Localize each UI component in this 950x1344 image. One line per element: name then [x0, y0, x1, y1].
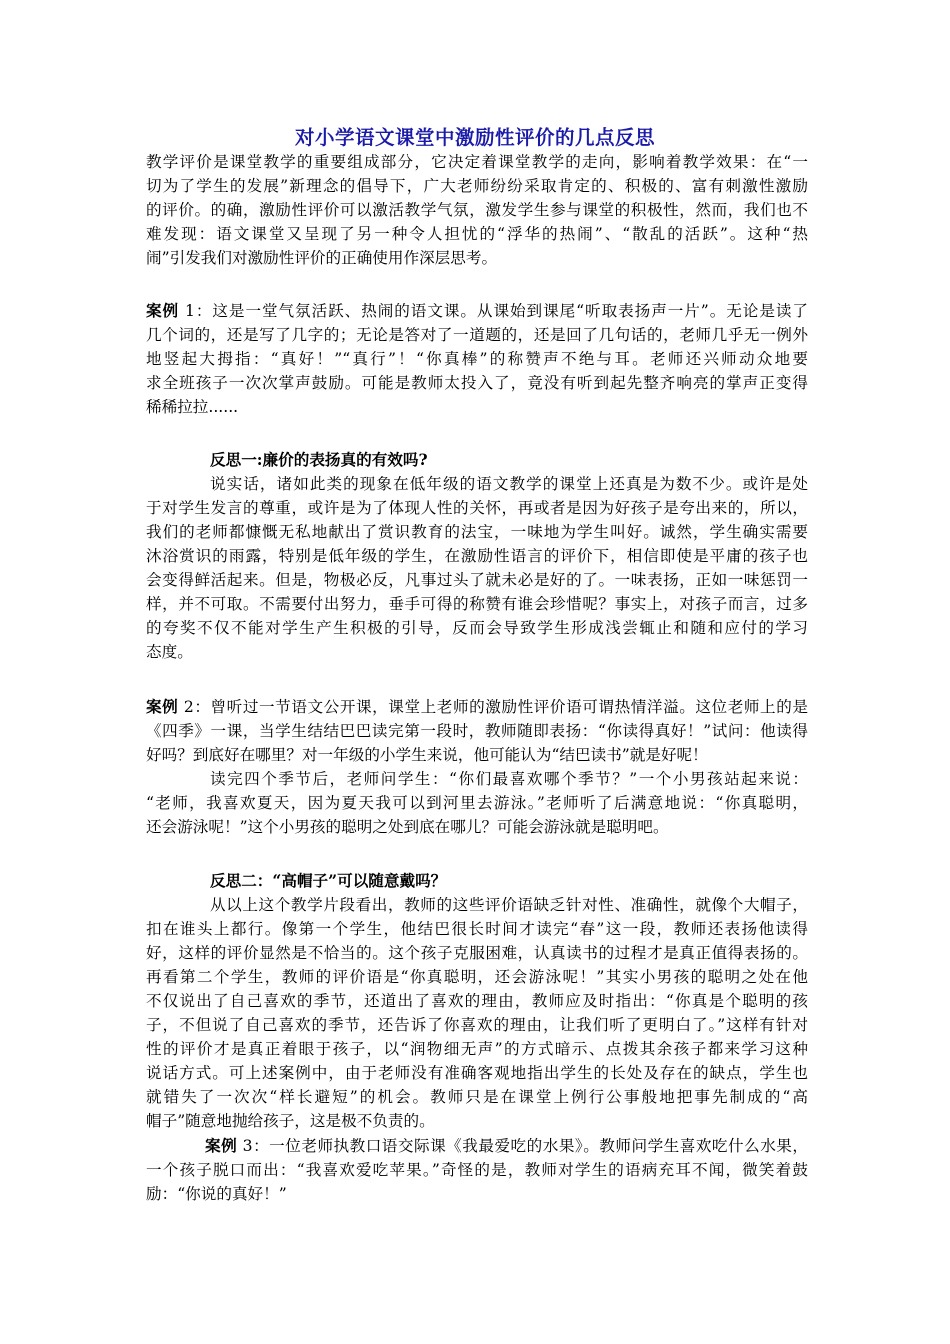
- case1-line: 几个词的，还是写了几字的；无论是答对了一道题的，还是回了几句话的，老师几乎无一例外: [146, 326, 808, 344]
- case3-number: 3: [242, 1137, 253, 1155]
- reflect2-line: 就错失了一次次“样长避短”的机会。教师只是在课堂上例行公事般地把事先制成的“高: [146, 1088, 808, 1106]
- case2-number: 2: [183, 698, 194, 716]
- reflect2-line: 再看第二个学生，教师的评价语是“你真聪明，还会游泳呢！”其实小男孩的聪明之处在他: [146, 968, 808, 986]
- case2-line: 案例 2：曾听过一节语文公开课，课堂上老师的激励性评价语可谓热情洋溢。这位老师上的是: [146, 697, 808, 716]
- case2-line: 好吗？到底好在哪里？对一年级的小学生来说，他可能认为“结巴读书”就是好呢！: [146, 746, 708, 764]
- intro-line: 难发现：语文课堂又呈现了另一种令人担忧的“浮华的热闹”、“散乱的活跃”。这种“热: [146, 225, 808, 243]
- reflect2-line: 帽子”随意地抛给孩子，这是极不负责的。: [146, 1112, 435, 1130]
- reflect2-line: 扣在谁头上都行。像第一个学生，他结巴很长时间才读完“春”这一段，教师还表扬他读得: [146, 920, 808, 938]
- case2-line: 还会游泳呢！”这个小男孩的聪明之处到底在哪儿？可能会游泳就是聪明吧。: [146, 818, 669, 836]
- case1-line: 稀稀拉拉......: [146, 398, 239, 416]
- document-title: 对小学语文课堂中激励性评价的几点反思: [294, 126, 655, 149]
- case1-label: 案例: [146, 301, 180, 320]
- case2-label: 案例: [146, 697, 179, 716]
- case1-number: 1: [184, 302, 195, 320]
- reflect2-line: 好，这样的评价显然是不恰当的。这个孩子克服困难，认真读书的过程才是真正值得表扬的。: [146, 944, 808, 962]
- reflect1-line: 我们的老师都慷慨无私地献出了赏识教育的法宝，一味地为学生叫好。诚然，学生确实需要: [146, 523, 808, 541]
- reflect2-heading: 反思二：“高帽子”可以随意戴吗？: [210, 871, 447, 890]
- case3-line: 一个孩子脱口而出：“我喜欢爱吃苹果。”奇怪的是，教师对学生的语病充耳不闻，微笑着鼓: [146, 1161, 808, 1179]
- intro-line: 切为了学生的发展”新理念的倡导下，广大老师纷纷采取肯定的、积极的、富有刺激性激励: [146, 177, 808, 195]
- case2-line: “老师，我喜欢夏天，因为夏天我可以到河里去游泳。”老师听了后满意地说：“你真聪明，: [146, 794, 808, 812]
- case3-line: 励：“你说的真好！”: [146, 1185, 287, 1203]
- case3-line: 案例 3：一位老师执教口语交际课《我最爱吃的水果》。教师问学生喜欢吃什么水果，: [205, 1136, 808, 1155]
- reflect1-line: 说实话，诸如此类的现象在低年级的语文教学的课堂上还真是为数不少。或许是处: [210, 475, 808, 493]
- reflect1-line: 的夸奖不仅不能对学生产生积极的引导，反而会导致学生形成浅尝辄止和随和应付的学习: [146, 619, 808, 637]
- reflect2-line: 不仅说出了自己喜欢的季节，还道出了喜欢的理由，教师应及时指出：“你真是个聪明的孩: [146, 992, 808, 1010]
- case1-line: 地竖起大拇指：“真好！”“真行”！“你真棒”的称赞声不绝与耳。老师还兴师动众地要: [146, 350, 808, 368]
- reflect1-line: 沐浴赏识的雨露，特别是低年级的学生，在激励性语言的评价下，相信即使是平庸的孩子也: [146, 547, 808, 565]
- case1-line: 案例 1：这是一堂气氛活跃、热闹的语文课。从课始到课尾“听取表扬声一片”。无论是读了: [146, 301, 808, 320]
- case3-label: 案例: [205, 1136, 238, 1155]
- case1-line: 求全班孩子一次次掌声鼓励。可能是教师太投入了，竟没有听到起先整齐响亮的掌声正变得: [146, 374, 808, 392]
- case2-line: 读完四个季节后，老师问学生：“你们最喜欢哪个季节？”一个小男孩站起来说：: [210, 770, 808, 788]
- intro-line: 的评价。的确，激励性评价可以激活教学气氛，激发学生参与课堂的积极性，然而，我们也不: [146, 201, 808, 219]
- reflect2-line: 说话方式。可上述案例中，由于老师没有准确客观地指出学生的长处及存在的缺点，学生也: [146, 1064, 808, 1082]
- reflect1-line: 态度。: [146, 643, 193, 661]
- reflect1-heading: 反思一:廉价的表扬真的有效吗?: [210, 450, 428, 469]
- reflect2-line: 从以上这个教学片段看出，教师的这些评价语缺乏针对性、准确性，就像个大帽子，: [210, 896, 808, 914]
- reflect1-line: 于对学生发言的尊重，或许是为了体现人性的关怀，再或者是因为好孩子是夸出来的，所以，: [146, 499, 808, 517]
- reflect2-line: 子，不但说了自己喜欢的季节，还告诉了你喜欢的理由，让我们听了更明白了。”这样有针对: [146, 1016, 808, 1034]
- case2-line: 《四季》一课，当学生结结巴巴读完第一段时，教师随即表扬：“你读得真好！”试问：他读得: [146, 722, 808, 740]
- intro-line: 教学评价是课堂教学的重要组成部分，它决定着课堂教学的走向，影响着教学效果：在“一: [146, 153, 808, 171]
- reflect2-line: 性的评价才是真正着眼于孩子，以“润物细无声”的方式暗示、点拨其余孩子都来学习这种: [146, 1040, 808, 1058]
- reflect1-line: 样，并不可取。不需要付出努力，垂手可得的称赞有谁会珍惜呢？事实上，对孩子而言，过多: [146, 595, 808, 613]
- intro-line: 闹”引发我们对激励性评价的正确使用作深层思考。: [146, 249, 498, 267]
- reflect1-line: 会变得鲜活起来。但是，物极必反，凡事过头了就未必是好的了。一味表扬，正如一味惩罚一: [146, 571, 808, 589]
